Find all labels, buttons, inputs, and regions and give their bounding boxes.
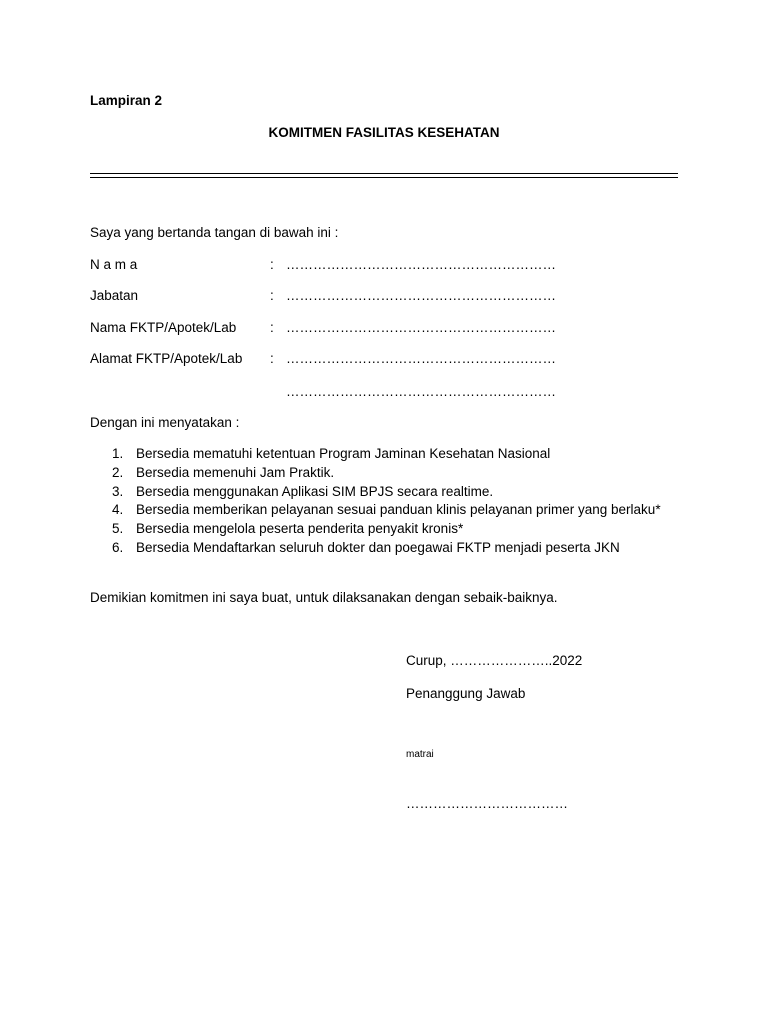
stamp-duty-label: matrai	[406, 749, 434, 760]
field-colon: :	[270, 351, 274, 366]
field-label: Jabatan	[90, 288, 139, 303]
title-divider-top	[90, 173, 678, 174]
intro-text: Saya yang bertanda tangan di bawah ini :	[90, 225, 339, 240]
list-number: 3.	[112, 483, 124, 499]
list-text: Bersedia mengelola peserta penderita penyakit kronis*	[136, 521, 464, 537]
list-number: 4.	[112, 502, 124, 518]
list-number: 2.	[112, 464, 124, 480]
list-item	[112, 539, 661, 558]
field-label: N a m a	[90, 257, 138, 272]
field-colon: :	[270, 320, 274, 335]
field-fill-line: ……………………………………………………	[286, 384, 556, 399]
statement-list	[112, 445, 661, 558]
title-divider-bottom	[90, 177, 678, 178]
field-label: Alamat FKTP/Apotek/Lab	[90, 351, 243, 366]
signer-role: Penanggung Jawab	[406, 686, 526, 701]
list-number: 1.	[112, 446, 124, 461]
field-label: Nama FKTP/Apotek/Lab	[90, 320, 237, 335]
list-number: 6.	[112, 539, 124, 555]
declaration-heading: Dengan ini menyatakan :	[90, 415, 240, 430]
field-fill-line: ……………………………………………………	[286, 288, 556, 303]
list-item	[112, 464, 661, 483]
list-item	[112, 501, 661, 520]
place-date: Curup, …………………..2022	[406, 653, 583, 668]
list-item	[112, 445, 661, 464]
list-item	[112, 483, 661, 502]
list-text: Bersedia memenuhi Jam Praktik.	[136, 464, 335, 480]
field-colon: :	[270, 257, 274, 272]
list-text: Bersedia menggunakan Aplikasi SIM BPJS secara realtime.	[136, 483, 494, 499]
attachment-label: Lampiran 2	[90, 93, 163, 108]
field-fill-line: ……………………………………………………	[286, 351, 556, 366]
field-colon: :	[270, 288, 274, 303]
closing-text: Demikian komitmen ini saya buat, untuk dilaksanakan dengan sebaik-baiknya.	[90, 590, 558, 605]
field-fill-line: ……………………………………………………	[286, 320, 556, 335]
field-fill-line: ……………………………………………………	[286, 257, 556, 272]
list-item	[112, 520, 661, 539]
document-title: KOMITMEN FASILITAS KESEHATAN	[268, 125, 500, 140]
list-text: Bersedia memberikan pelayanan sesuai panduan klinis pelayanan primer yang berlaku*	[136, 502, 661, 518]
list-text: Bersedia Mendaftarkan seluruh dokter dan poegawai FKTP menjadi peserta JKN	[136, 539, 620, 555]
signature-line: ………………………………	[406, 796, 568, 811]
list-text: Bersedia mematuhi ketentuan Program Jaminan Kesehatan Nasional	[136, 446, 551, 461]
list-number: 5.	[112, 521, 124, 537]
